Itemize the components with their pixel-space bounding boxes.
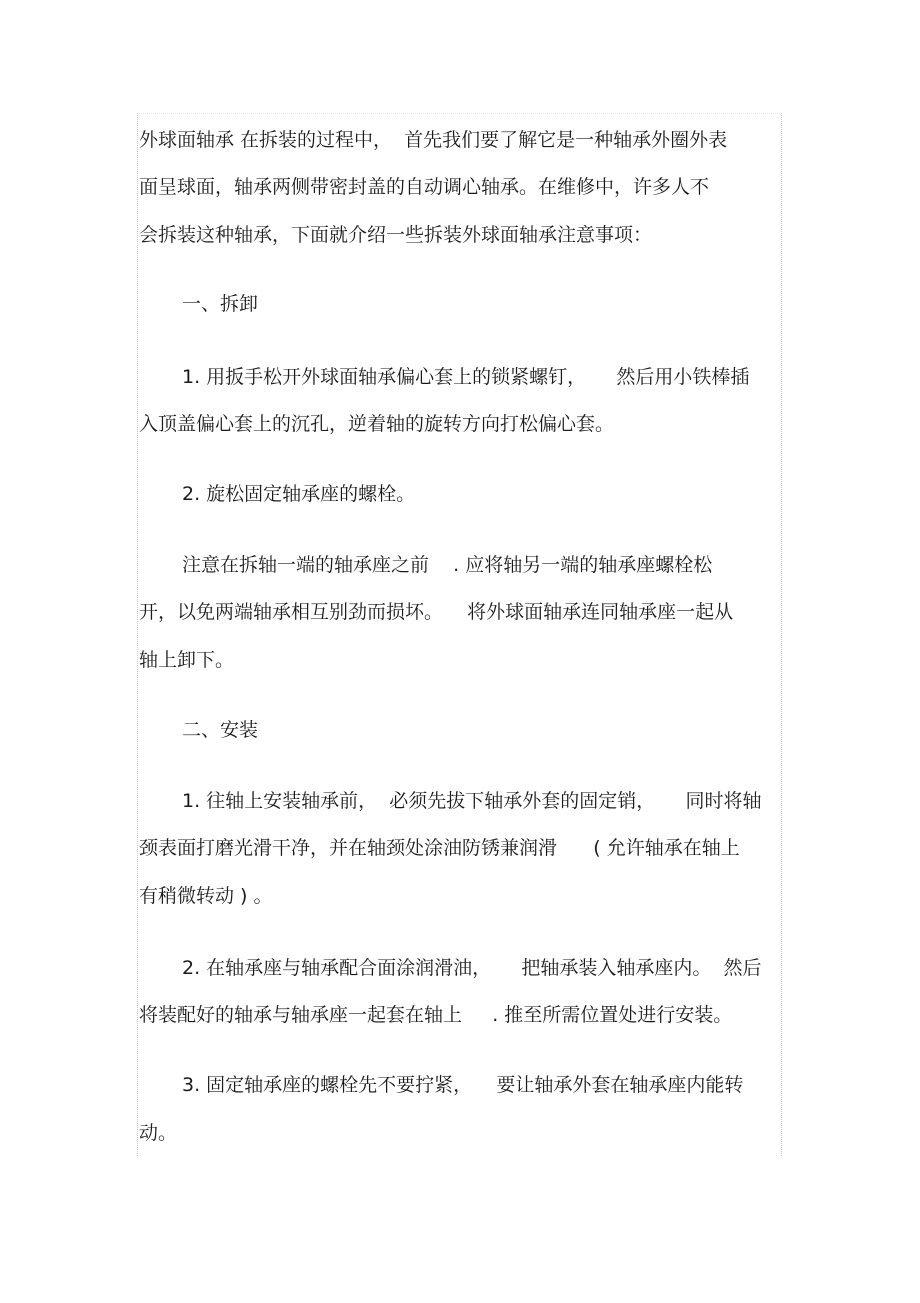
install-step-3-line-1: 3. 固定轴承座的螺栓先不要拧紧， 要让轴承外套在轴承座内能转: [182, 1074, 744, 1096]
intro-line-2: 面呈球面，轴承两侧带密封盖的自动调心轴承。在维修中，许多人不: [139, 176, 710, 198]
install-step-1-line-2: 颈表面打磨光滑干净，并在轴颈处涂油防锈兼润滑 ( 允许轴承在轴上: [139, 837, 740, 859]
install-step-2-line-1: 2. 在轴承座与轴承配合面涂润滑油， 把轴承装入轴承座内。 然后: [182, 957, 762, 979]
note-line-1: 注意在拆轴一端的轴承座之前 . 应将轴另一端的轴承座螺栓松: [182, 554, 713, 576]
disassembly-step-2: 2. 旋松固定轴承座的螺栓。: [182, 483, 416, 505]
install-step-3-line-2: 动。: [139, 1122, 178, 1144]
note-line-2: 开，以免两端轴承相互别劲而损坏。 将外球面轴承连同轴承座一起从: [139, 601, 734, 623]
section-heading-installation: 二、安装: [182, 719, 259, 741]
intro-line-3: 会拆装这种轴承，下面就介绍一些拆装外球面轴承注意事项：: [139, 224, 653, 246]
install-step-1-line-3: 有稍微转动 ) 。: [139, 885, 273, 907]
install-step-1-line-1: 1. 往轴上安装轴承前， 必须先拔下轴承外套的固定销， 同时将轴: [182, 790, 762, 812]
page-frame: [137, 113, 782, 1156]
section-heading-disassembly: 一、拆卸: [182, 293, 259, 315]
intro-line-1: 外球面轴承 在拆装的过程中， 首先我们要了解它是一种轴承外圈外表: [139, 129, 728, 151]
note-line-3: 轴上卸下。: [139, 649, 235, 671]
disassembly-step-1-line-1: 1. 用扳手松开外球面轴承偏心套上的锁紧螺钉， 然后用小铁棒插: [182, 366, 750, 388]
disassembly-step-1-line-2: 入顶盖偏心套上的沉孔，逆着轴的旋转方向打松偏心套。: [139, 413, 615, 435]
install-step-2-line-2: 将装配好的轴承与轴承座一起套在轴上 . 推至所需位置处进行安装。: [139, 1004, 733, 1026]
